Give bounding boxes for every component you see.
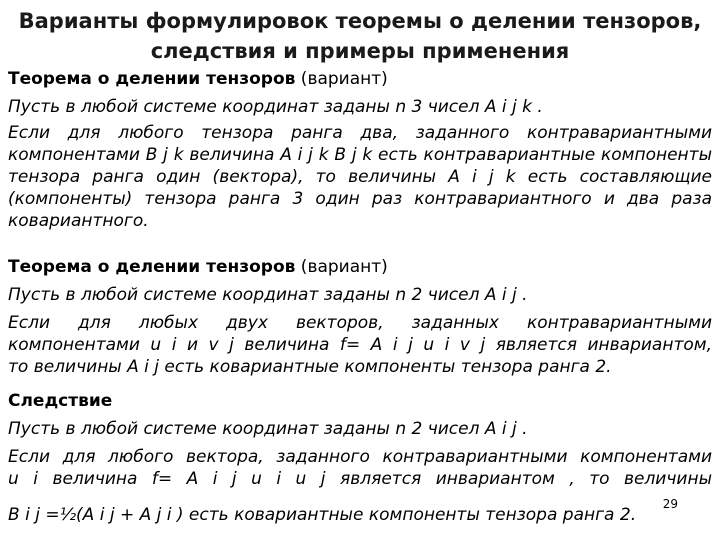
theorem-2-heading: Теорема о делении тензоров (вариант) — [8, 257, 388, 277]
theorem-1-line-4: (компоненты) тензора ранга 3 один раз контравариантного и два раза — [8, 189, 712, 209]
corollary-line-3: B i j =½(A i j + A j i ) есть ковариантные компоненты тензора ранга 2. — [8, 505, 637, 525]
theorem-1-heading: Теорема о делении тензоров (вариант) — [8, 69, 388, 89]
corollary-line-2: u i величина f= A i j u i u j является инвариантом , то величины — [8, 469, 712, 489]
theorem-2-line-1: Если для любых двух векторов, заданных контравариантными — [8, 313, 712, 333]
corollary — [8, 390, 712, 526]
corollary-line-1: Если для любого вектора, заданного контравариантными компонентами — [8, 447, 712, 467]
theorem-2-line-2: компонентами u i и v j величина f= A i j u i v j является инвариантом, — [8, 335, 712, 355]
title-line-2: следствия и примеры применения — [150, 39, 570, 63]
theorem-1-line-2: компонентами B j k величина A i j k B j k есть контравариантные компоненты — [8, 145, 712, 165]
corollary-premise: Пусть в любой системе координат заданы n 2 чисел A i j . — [8, 419, 528, 439]
theorem-2-premise: Пусть в любой системе координат заданы n 2 чисел A i j . — [8, 285, 528, 305]
page-number: 29 — [662, 497, 678, 511]
slide-title — [0, 6, 720, 66]
title-line-1: Варианты формулировок теоремы о делении тензоров, — [18, 9, 702, 33]
theorem-2 — [8, 256, 712, 378]
theorem-2-line-3: то величины A i j есть ковариантные компоненты тензора ранга 2. — [8, 357, 612, 377]
theorem-1-line-3: тензора ранга один (вектора), то величины A i j k есть составляющие — [8, 167, 712, 187]
theorem-1 — [8, 68, 712, 232]
theorem-1-line-1: Если для любого тензора ранга два, заданного контравариантными — [8, 123, 712, 143]
theorem-1-premise: Пусть в любой системе координат заданы n 3 чисел A i j k . — [8, 97, 543, 117]
corollary-heading: Следствие — [8, 391, 113, 411]
theorem-1-line-5: ковариантного. — [8, 211, 149, 231]
